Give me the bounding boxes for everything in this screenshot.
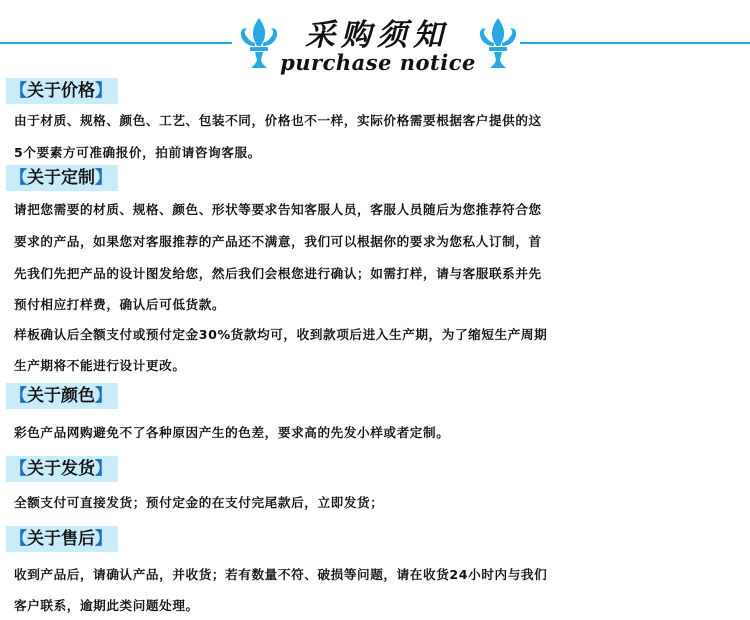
section-custom-line-2: 要求的产品，如果您对客服推荐的产品还不满意，我们可以根据你的要求为您私人订制，首 — [14, 234, 542, 249]
section-color-line-1: 彩色产品网购避免不了各种原因产生的色差，要求高的先发小样或者定制。 — [14, 425, 450, 440]
section-heading-custom: 【关于定制】 — [6, 165, 118, 191]
section-aftersale-line-1: 收到产品后，请确认产品，并收货；若有数量不符、破损等问题，请在收货24小时内与我们 — [14, 567, 548, 582]
section-heading-color: 【关于颜色】 — [6, 383, 118, 409]
section-custom-line-1: 请把您需要的材质、规格、颜色、形状等要求告知客服人员，客服人员随后为您推荐符合您 — [14, 202, 542, 217]
section-heading-aftersale: 【关于售后】 — [6, 526, 118, 552]
section-heading-shipping: 【关于发货】 — [6, 456, 118, 482]
header-rule-left — [0, 42, 232, 44]
header-banner — [0, 0, 750, 78]
page-subtitle: purchase notice — [280, 50, 476, 75]
section-custom-line-6: 生产期将不能进行设计更改。 — [14, 358, 186, 373]
header-rule-right — [520, 42, 750, 44]
section-custom-line-4: 预付相应打样费，确认后可低货款。 — [14, 297, 226, 312]
section-aftersale-line-2: 客户联系，逾期此类问题处理。 — [14, 598, 199, 613]
section-price-line-1: 由于材质、规格、颜色、工艺、包装不同，价格也不一样，实际价格需要根据客户提供的这 — [14, 113, 542, 128]
section-shipping-line-1: 全额支付可直接发货；预付定金的在支付完尾款后，立即发货； — [14, 495, 384, 510]
fleur-de-lis-icon — [477, 16, 519, 70]
section-price-line-2: 5个要素方可准确报价，拍前请咨询客服。 — [14, 145, 261, 160]
page-title: 采购须知 — [305, 18, 449, 53]
section-custom-line-5: 样板确认后全额支付或预付定金30%货款均可，收到款项后进入生产期，为了缩短生产周期 — [14, 327, 548, 342]
section-custom-line-3: 先我们先把产品的设计图发给您，然后我们会根您进行确认；如需打样，请与客服联系并先 — [14, 266, 542, 281]
section-heading-price: 【关于价格】 — [6, 78, 118, 104]
